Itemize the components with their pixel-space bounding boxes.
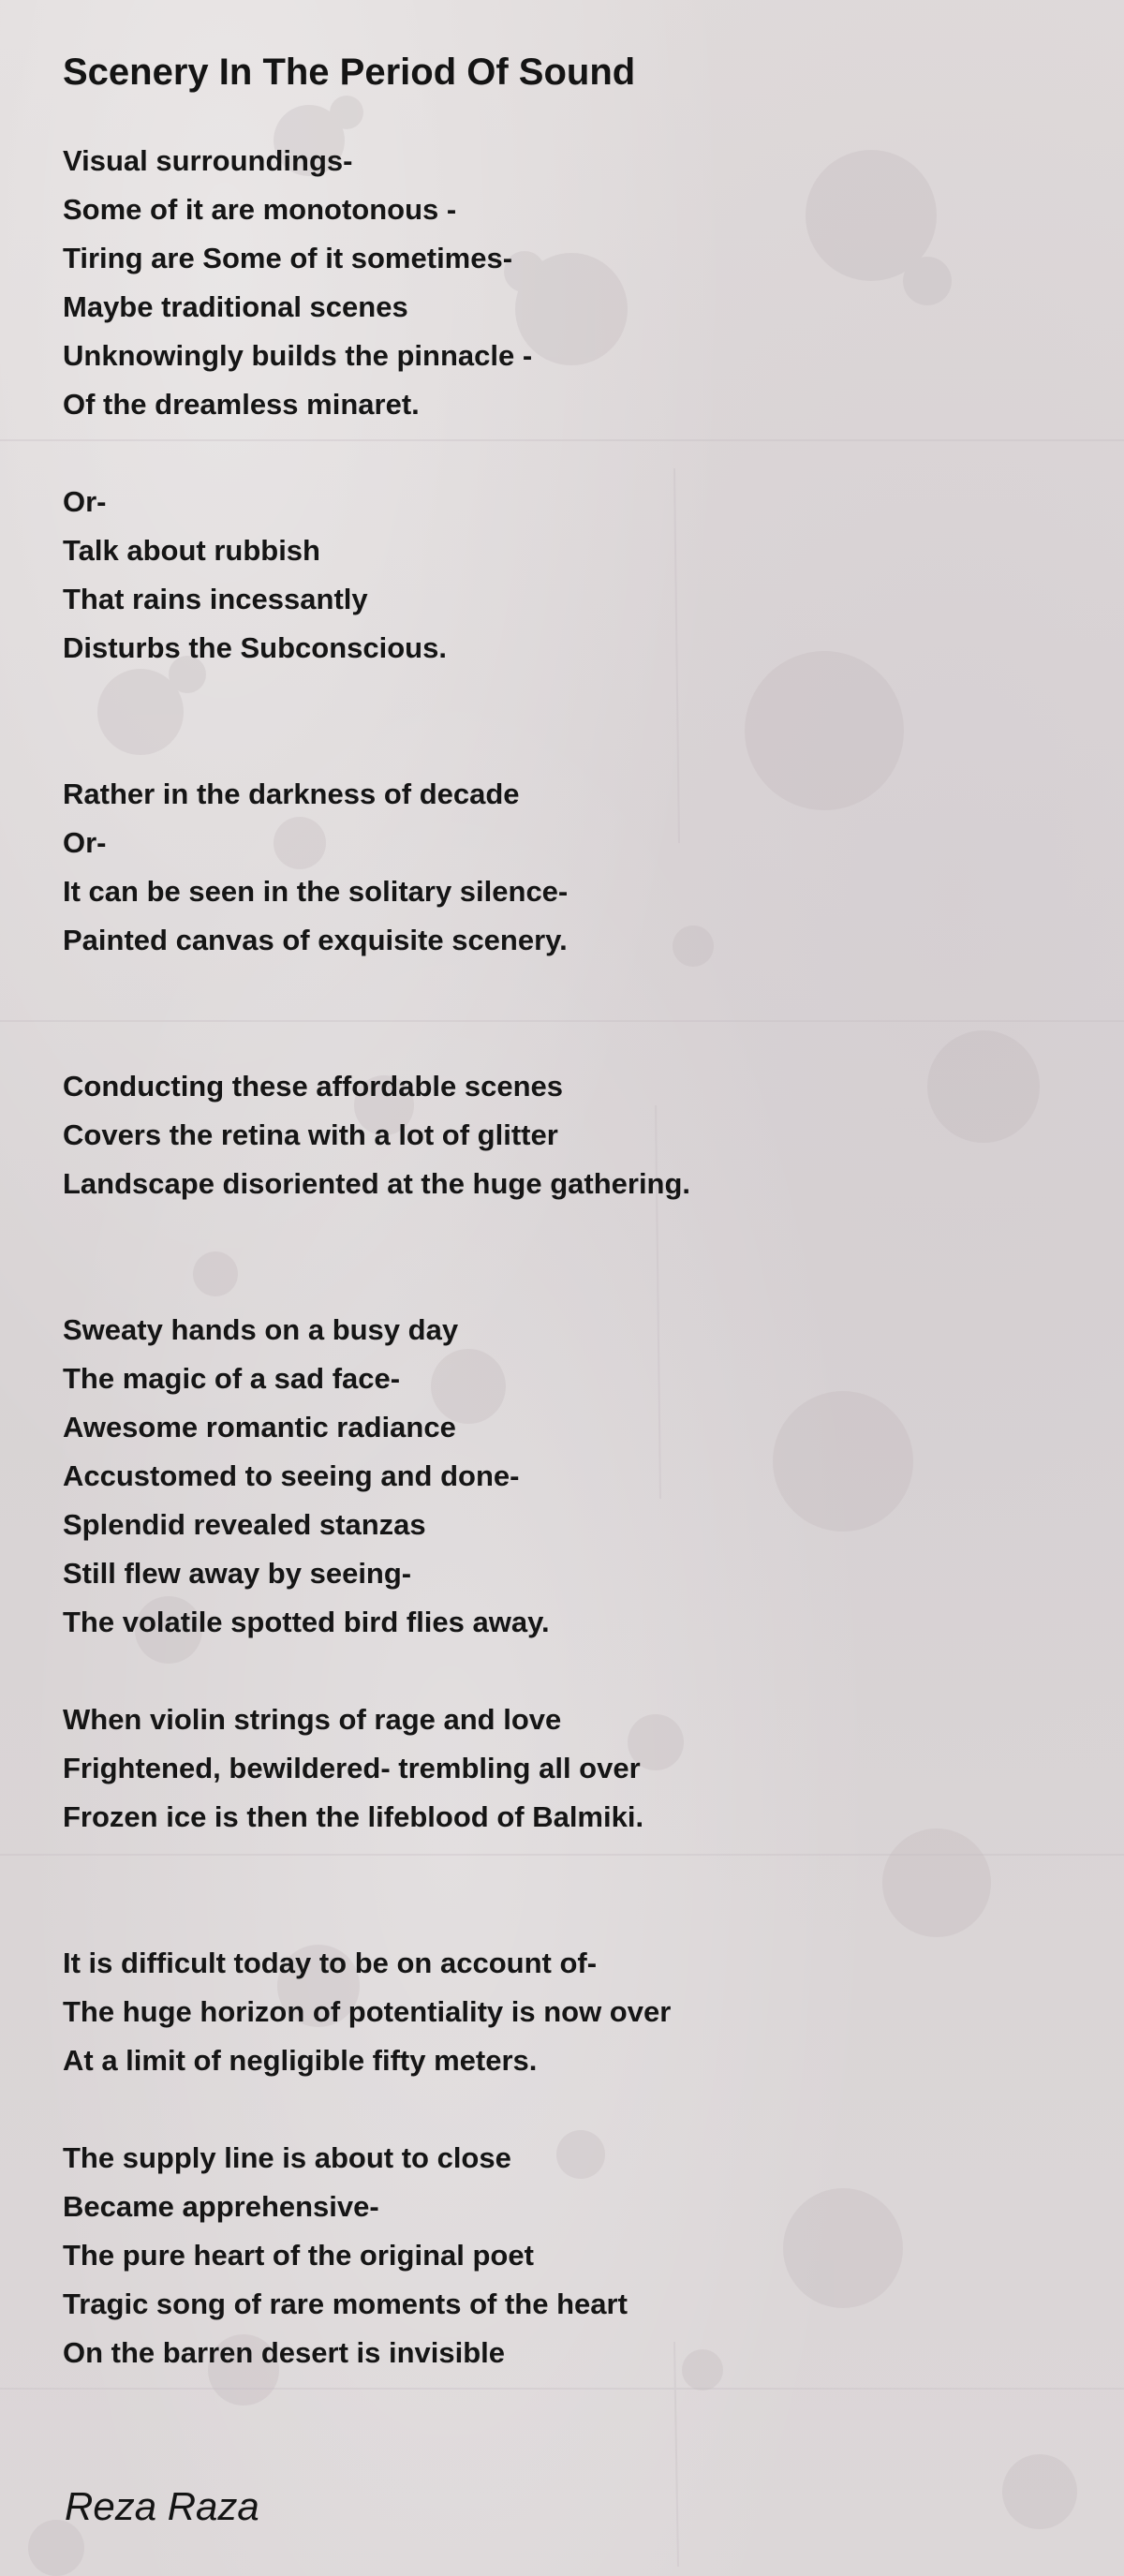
poem-line: At a limit of negligible fifty meters. [63, 2044, 538, 2077]
poem-line: Still flew away by seeing- [63, 1557, 412, 1590]
poem-line: Accustomed to seeing and done- [63, 1459, 520, 1492]
stanza-gap [63, 429, 1074, 478]
poem-line: Of the dreamless minaret. [63, 388, 420, 421]
poem-line: Sweaty hands on a busy day [63, 1313, 459, 1346]
stanza-8 [63, 2134, 1074, 2377]
poem-line: The magic of a sad face- [63, 1362, 401, 1395]
poem-line: The volatile spotted bird flies away. [63, 1606, 550, 1638]
stanza-gap [63, 2085, 1074, 2134]
poem-line: Tiring are Some of it sometimes- [63, 242, 513, 274]
poem-line: Visual surroundings- [63, 144, 353, 177]
poem-line: Became apprehensive- [63, 2190, 379, 2223]
poem-line: When violin strings of rage and love [63, 1703, 562, 1736]
poem-line: Covers the retina with a lot of glitter [63, 1118, 558, 1151]
poem-line: That rains incessantly [63, 583, 368, 615]
stanza-gap [63, 1647, 1074, 1695]
poem-line: The pure heart of the original poet [63, 2239, 534, 2272]
poem-line: Frightened, bewildered- trembling all over [63, 1752, 641, 1784]
poem-line: Landscape disoriented at the huge gathering. [63, 1167, 691, 1200]
poem-line: Splendid revealed stanzas [63, 1508, 426, 1541]
stanza-5 [63, 1306, 1074, 1647]
poem-line: On the barren desert is invisible [63, 2336, 506, 2369]
poem-line: Tragic song of rare moments of the heart [63, 2287, 628, 2320]
stanza-6 [63, 1695, 1074, 1842]
poem-line: Unknowingly builds the pinnacle - [63, 339, 533, 372]
stanza-2 [63, 478, 1074, 673]
stanza-gap [63, 1208, 1074, 1306]
poem-container [63, 49, 1074, 2377]
stanza-gap [63, 673, 1074, 770]
poem-line: The huge horizon of potentiality is now over [63, 1995, 672, 2028]
poem-line: Awesome romantic radiance [63, 1411, 456, 1443]
stanza-3 [63, 770, 1074, 965]
poem-line: The supply line is about to close [63, 2141, 511, 2174]
poem-line: Or- [63, 826, 107, 859]
poem-line: Maybe traditional scenes [63, 290, 408, 323]
stanza-7 [63, 1939, 1074, 2085]
poem-line: Rather in the darkness of decade [63, 777, 520, 810]
poem-line: Some of it are monotonous - [63, 193, 457, 226]
poem-line: Or- [63, 485, 107, 518]
poem-author: Reza Raza [65, 2484, 259, 2528]
stanza-gap [63, 1842, 1074, 1939]
stanza-4 [63, 1062, 1074, 1208]
poem-line: It can be seen in the solitary silence- [63, 875, 569, 908]
poem-line: Painted canvas of exquisite scenery. [63, 924, 568, 956]
poem-line: It is difficult today to be on account of- [63, 1947, 598, 1979]
poem-line: Conducting these affordable scenes [63, 1070, 563, 1103]
stanza-gap [63, 965, 1074, 1062]
poem-line: Disturbs the Subconscious. [63, 631, 447, 664]
stanza-1 [63, 137, 1074, 429]
poem-line: Talk about rubbish [63, 534, 320, 567]
poem-line: Frozen ice is then the lifeblood of Balmiki. [63, 1800, 644, 1833]
poem-title: Scenery In The Period Of Sound [63, 52, 636, 93]
